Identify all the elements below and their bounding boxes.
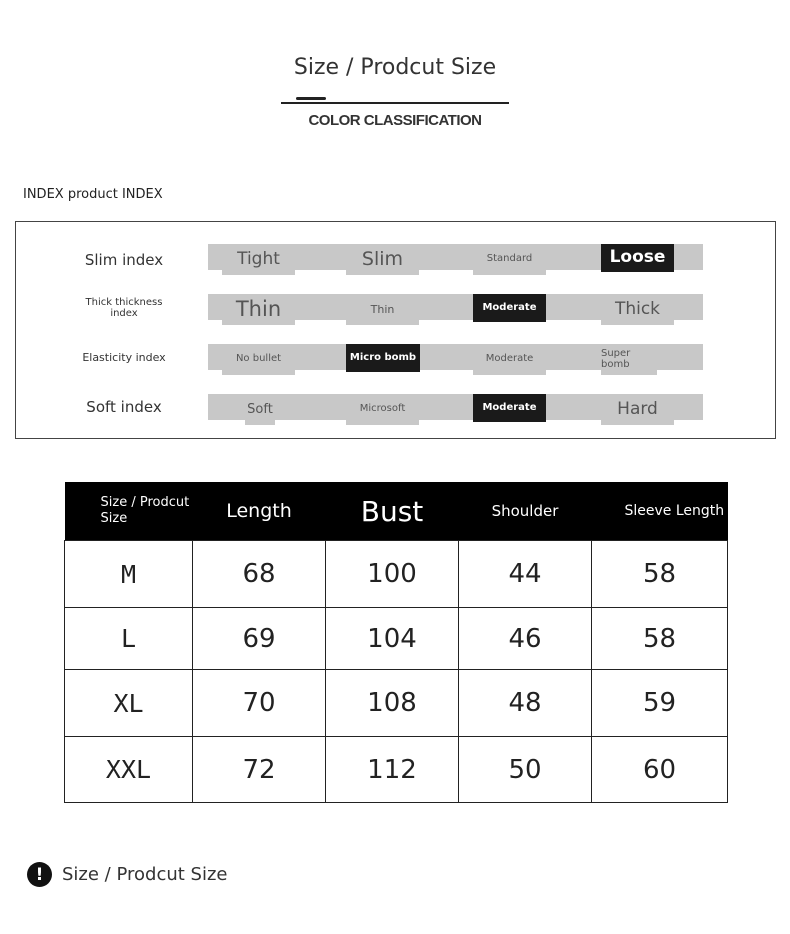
index-row-soft — [16, 394, 775, 430]
table-row — [65, 608, 728, 670]
header-sleeve-length: Sleeve Length — [592, 482, 728, 541]
header-size: Size / Prodcut Size — [65, 482, 193, 541]
size-cell: XL — [65, 670, 193, 737]
table-row — [65, 670, 728, 737]
sleeve-cell: 58 — [592, 541, 728, 608]
bust-cell: 108 — [326, 670, 459, 737]
index-panel — [15, 221, 776, 439]
size-cell: XXL — [65, 737, 193, 803]
index-option: Thin — [222, 294, 295, 325]
shoulder-cell: 48 — [459, 670, 592, 737]
size-table — [64, 482, 728, 803]
index-option-selected: Moderate — [473, 294, 546, 322]
footer-note-text: Size / Prodcut Size — [62, 864, 228, 885]
header-length: Length — [193, 482, 326, 541]
index-option: Microsoft — [346, 394, 419, 425]
index-option: Soft — [245, 394, 275, 425]
sleeve-cell: 60 — [592, 737, 728, 803]
index-option-selected: Loose — [601, 244, 674, 272]
shoulder-cell: 50 — [459, 737, 592, 803]
bust-cell: 104 — [326, 608, 459, 670]
index-option: Moderate — [473, 344, 546, 375]
title-divider — [281, 102, 509, 104]
index-row-label: Soft index — [86, 398, 162, 416]
index-row-slim — [16, 244, 775, 280]
index-row-label: Slim index — [84, 251, 164, 269]
index-option: Tight — [222, 244, 295, 275]
length-cell: 69 — [193, 608, 326, 670]
index-heading: INDEX product INDEX — [23, 187, 163, 202]
footer-note — [27, 862, 227, 887]
shoulder-cell: 46 — [459, 608, 592, 670]
shoulder-cell: 44 — [459, 541, 592, 608]
table-header-row — [65, 482, 728, 541]
exclamation-icon: ! — [27, 862, 52, 887]
size-cell: L — [65, 608, 193, 670]
index-option: Slim — [346, 244, 419, 275]
sleeve-cell: 59 — [592, 670, 728, 737]
index-option: Thick — [601, 294, 674, 325]
index-option: Super bomb — [601, 344, 657, 375]
bust-cell: 112 — [326, 737, 459, 803]
index-row-thickness — [16, 294, 775, 330]
header-bust: Bust — [326, 482, 459, 541]
table-row — [65, 541, 728, 608]
index-option-selected: Moderate — [473, 394, 546, 422]
index-row-label: Elasticity index — [82, 351, 166, 364]
index-option: Hard — [601, 394, 674, 425]
length-cell: 72 — [193, 737, 326, 803]
index-option: Standard — [473, 244, 546, 275]
index-row-label: Thick thickness index — [85, 297, 163, 319]
index-option: Thin — [346, 294, 419, 325]
table-row — [65, 737, 728, 803]
sleeve-cell: 58 — [592, 608, 728, 670]
header-shoulder: Shoulder — [459, 482, 592, 541]
length-cell: 70 — [193, 670, 326, 737]
length-cell: 68 — [193, 541, 326, 608]
page-title: Size / Prodcut Size — [293, 55, 497, 80]
index-row-elasticity — [16, 344, 775, 380]
index-option-selected: Micro bomb — [346, 344, 420, 372]
index-option: No bullet — [222, 344, 295, 375]
size-cell: M — [65, 541, 193, 608]
title-accent-mark — [296, 97, 326, 100]
page-subtitle: COLOR CLASSIFICATION — [308, 112, 482, 129]
bust-cell: 100 — [326, 541, 459, 608]
